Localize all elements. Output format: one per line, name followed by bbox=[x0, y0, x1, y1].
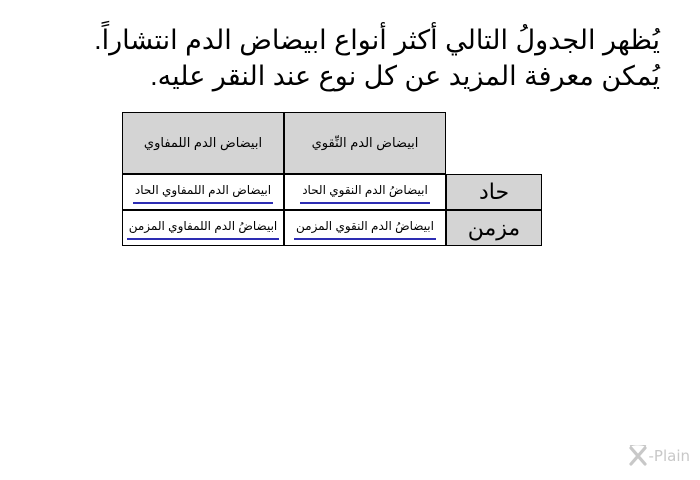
link-chronic-lymphocytic-leukemia[interactable]: ابيضاضُ الدم اللمفاوي المزمن bbox=[127, 219, 280, 240]
logo-text: -Plain bbox=[648, 447, 690, 465]
cell-chronic-myeloid bbox=[284, 210, 446, 246]
column-header-lymphocytic: ابيضاض الدم اللمفاوي bbox=[122, 112, 284, 174]
table-header-row bbox=[122, 112, 542, 174]
intro-text: يُظهر الجدولُ التالي أكثر أنواع ابيضاض الدم انتشاراً. يُمكن معرفة المزيد عن كل نوع عند النقر عليه. bbox=[94, 25, 660, 91]
link-acute-lymphocytic-leukemia[interactable]: ابيضاض الدم اللمفاوي الحاد bbox=[133, 183, 273, 204]
table-row-acute bbox=[122, 174, 542, 210]
x-plain-logo bbox=[628, 444, 691, 468]
table-row-chronic bbox=[122, 210, 542, 246]
cell-chronic-lymphocytic bbox=[122, 210, 284, 246]
link-acute-myeloid-leukemia[interactable]: ابيضاضُ الدم النقوي الحاد bbox=[300, 183, 430, 204]
cell-acute-myeloid bbox=[284, 174, 446, 210]
table-corner-cell bbox=[446, 112, 542, 174]
link-chronic-myeloid-leukemia[interactable]: ابيضاضُ الدم النقوي المزمن bbox=[294, 219, 436, 240]
row-header-chronic: مزمن bbox=[446, 210, 542, 246]
cell-acute-lymphocytic bbox=[122, 174, 284, 210]
column-header-myeloid: ابيضاض الدم النِّقوي bbox=[284, 112, 446, 174]
row-header-acute: حاد bbox=[446, 174, 542, 210]
leukemia-types-table bbox=[122, 112, 542, 246]
x-plain-logo-icon bbox=[628, 445, 648, 467]
